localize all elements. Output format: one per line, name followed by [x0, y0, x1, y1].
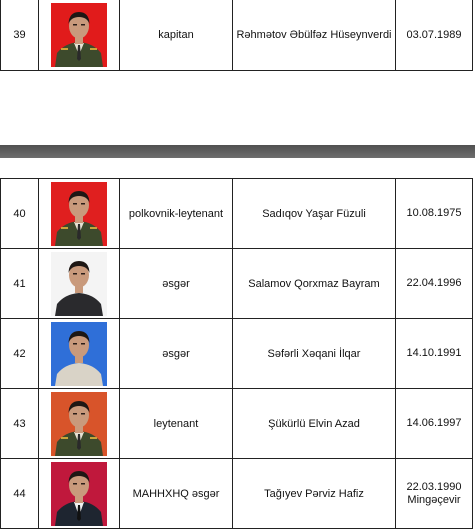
birth-date-cell: [396, 0, 473, 71]
table-row: [1, 319, 473, 389]
roster-table-top: [0, 0, 473, 71]
photo-cell: [39, 459, 120, 529]
rank-cell: əsgər: [120, 319, 233, 389]
rank-cell: polkovnik-leytenant: [120, 179, 233, 249]
row-number: 43: [1, 389, 39, 459]
name-cell: Şükürlü Elvin Azad: [233, 389, 396, 459]
row-number: 39: [1, 0, 39, 71]
portrait-photo: [51, 252, 107, 316]
rank-cell: əsgər: [120, 249, 233, 319]
name-cell: Salamov Qorxmaz Bayram: [233, 249, 396, 319]
birth-place: Mingəçevir: [407, 493, 461, 506]
portrait-figure: [51, 462, 107, 526]
portrait-figure: [51, 392, 107, 456]
portrait-figure: [51, 182, 107, 246]
page-divider: [0, 145, 475, 158]
birth-date-cell: [396, 249, 473, 319]
rank-cell: leytenant: [120, 389, 233, 459]
name-cell: Sadıqov Yaşar Füzuli: [233, 179, 396, 249]
birth-date: 22.03.1990: [406, 480, 462, 493]
birth-date-cell: [396, 389, 473, 459]
birth-date: 14.06.1997: [406, 417, 462, 429]
portrait-photo: [51, 182, 107, 246]
table-row: [1, 249, 473, 319]
row-number: 44: [1, 459, 39, 529]
photo-cell: [39, 319, 120, 389]
name-cell: Səfərli Xəqani İlqar: [233, 319, 396, 389]
row-number: 40: [1, 179, 39, 249]
row-number: 41: [1, 249, 39, 319]
table-row: [1, 389, 473, 459]
photo-cell: [39, 249, 120, 319]
table-row: [1, 0, 473, 71]
portrait-photo: [51, 392, 107, 456]
birth-date: 10.08.1975: [406, 207, 462, 219]
birth-date: 03.07.1989: [406, 28, 462, 41]
birth-date-cell: [396, 459, 473, 529]
birth-date-cell: [396, 179, 473, 249]
roster-table: [0, 178, 473, 529]
portrait-photo: [51, 322, 107, 386]
photo-cell: [39, 0, 120, 71]
portrait-figure: [51, 322, 107, 386]
rank-cell: MAHHXHQ əsgər: [120, 459, 233, 529]
photo-cell: [39, 179, 120, 249]
rank-cell: kapitan: [120, 0, 233, 71]
portrait-figure: [51, 3, 107, 67]
birth-date: 14.10.1991: [406, 347, 462, 359]
portrait-photo: [51, 462, 107, 526]
portrait-photo: [51, 3, 107, 67]
name-cell: Tağıyev Pərviz Hafiz: [233, 459, 396, 529]
photo-cell: [39, 389, 120, 459]
name-cell: Rəhmətov Əbülfəz Hüseynverdi: [233, 0, 396, 71]
portrait-figure: [51, 252, 107, 316]
table-row: [1, 179, 473, 249]
row-number: 42: [1, 319, 39, 389]
birth-date: 22.04.1996: [406, 277, 462, 289]
table-row: [1, 459, 473, 529]
birth-date-cell: [396, 319, 473, 389]
